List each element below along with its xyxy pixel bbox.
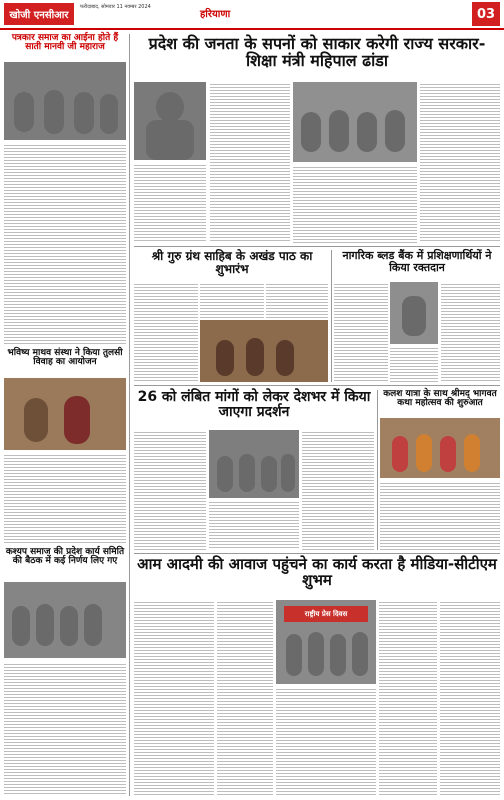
press-day-banner: राष्ट्रीय प्रेस दिवस — [284, 606, 368, 622]
bottom-headline: आम आदमी की आवाज पहुंचने का कार्य करता है मीडिया-सीटीएम शुभम — [137, 555, 497, 589]
left-top-article — [4, 143, 126, 345]
section-rule-2 — [134, 385, 500, 386]
meeting-photo — [4, 582, 126, 658]
main-article-col4 — [420, 82, 500, 242]
guru-granth-headline: श्री गुरु ग्रंथ साहिब के अखंड पाठ का शुभारंभ — [151, 249, 313, 276]
bottom-article-col1 — [134, 600, 214, 796]
guru-article-col1 — [134, 282, 198, 382]
section-rule-1 — [134, 246, 500, 247]
bottom-article-col2 — [217, 600, 273, 796]
bottom-article-col4 — [379, 600, 437, 796]
group-photo-left-top — [4, 62, 126, 140]
main-article-col0 — [134, 163, 206, 243]
left-low-headline: कश्यप समाज की प्रदेश कार्य समिति की बैठक में कई निर्णय लिए गए — [5, 547, 125, 567]
blood-article-col2 — [390, 346, 438, 382]
date-line: फरीदाबाद, सोमवार 11 नवम्बर 2024 — [80, 4, 151, 10]
paper-name: खोजी एनसीआर — [4, 3, 74, 25]
demands-article-col1 — [134, 430, 206, 550]
wedding-ceremony-photo — [4, 378, 126, 450]
main-article-col1 — [210, 82, 290, 242]
protest-photo — [209, 430, 299, 498]
left-mid-headline: भविष्य माथव संस्था ने किया तुलसी विवाह का आयोजन — [7, 348, 123, 368]
section-rule-3 — [134, 553, 500, 554]
kalash-yatra-photo — [380, 418, 500, 478]
left-low-article — [4, 662, 126, 796]
kalash-article — [380, 481, 500, 550]
bottom-article-col5 — [440, 600, 500, 796]
column-divider-mid — [331, 250, 332, 382]
bottom-article-col3 — [276, 687, 376, 796]
demands-article-col2 — [209, 500, 299, 550]
left-mid-article — [4, 453, 126, 543]
press-day-photo — [276, 600, 376, 684]
audience-photo — [293, 82, 417, 162]
section-title: हरियाणा — [200, 9, 231, 20]
blood-donation-photo — [390, 282, 438, 344]
blood-article-col3 — [441, 282, 500, 382]
guru-article-col3 — [266, 282, 328, 318]
main-article-col3 — [293, 165, 417, 243]
kalash-yatra-headline: कलश यात्रा के साथ श्रीमद् भागवत कथा महोत्सव की शुरुआत — [383, 389, 497, 409]
demands-headline: 26 को लंबित मांगों को लेकर देशभर में किया जाएगा प्रदर्शन — [137, 389, 371, 420]
column-divider — [129, 34, 130, 796]
main-headline: प्रदेश की जनता के सपनों को साकार करेगी राज्य सरकार-शिक्षा मंत्री महिपाल ढांडा — [148, 34, 486, 70]
page-number: 03 — [472, 2, 500, 26]
blood-article-col1 — [334, 282, 388, 382]
column-divider-kalash — [377, 390, 378, 550]
masthead — [0, 0, 504, 30]
minister-main-photo — [134, 82, 206, 160]
left-top-headline: पत्रकार समाज का आईना होते हैं साती मानवी जी महाराज — [11, 33, 119, 53]
guru-article-col2 — [200, 282, 264, 318]
blood-donation-headline: नागरिक ब्लड बैंक में प्रशिक्षणार्थियों ने किया रक्तदान — [342, 249, 492, 274]
demands-article-col3 — [302, 430, 374, 550]
gurdwara-photo — [200, 320, 328, 382]
